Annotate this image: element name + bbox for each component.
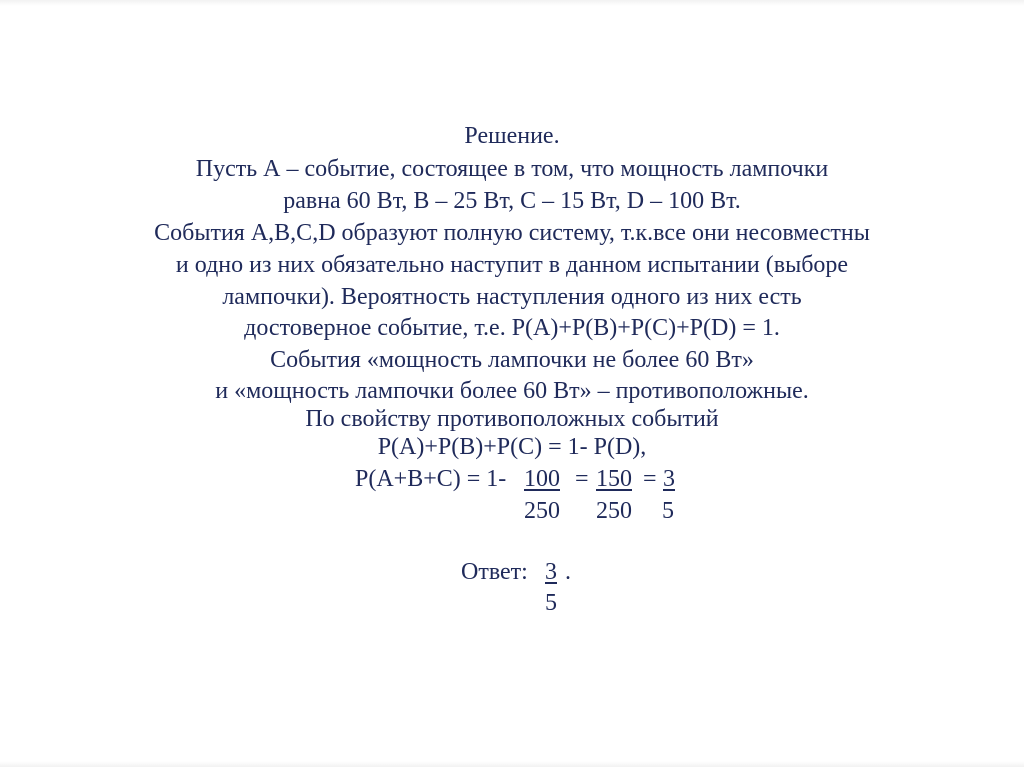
solution-line-6: достоверное событие, т.е. Р(А)+Р(В)+Р(С)+Р(D) = 1. — [244, 315, 780, 341]
formula-numerator-1: 100 — [524, 466, 560, 492]
answer-denominator: 5 — [545, 590, 557, 616]
formula-prefix: Р(А+В+С) = 1- — [355, 466, 507, 492]
formula-denominator-3: 5 — [662, 498, 674, 524]
formula-equals-1: = — [575, 466, 589, 492]
answer-dot: . — [565, 559, 571, 585]
solution-line-8: и «мощность лампочки более 60 Вт» – противоположные. — [215, 378, 809, 404]
solution-line-2: равна 60 Вт, В – 25 Вт, С – 15 Вт, D – 100 Вт. — [283, 188, 741, 214]
formula-denominator-2: 250 — [596, 498, 632, 524]
answer-numerator: 3 — [545, 559, 557, 585]
solution-line-5: лампочки). Вероятность наступления одного из них есть — [222, 284, 802, 310]
formula-numerator-3: 3 — [663, 466, 675, 492]
answer-label: Ответ: — [461, 559, 528, 585]
solution-line-9: По свойству противоположных событий — [305, 406, 719, 432]
solution-line-7: События «мощность лампочки не более 60 Вт» — [270, 347, 754, 373]
solution-line-4: и одно из них обязательно наступит в данном испытании (выборе — [175, 252, 849, 278]
solution-heading: Решение. — [464, 123, 560, 149]
formula-denominator-1: 250 — [524, 498, 560, 524]
slide-edge-bottom — [0, 761, 1024, 767]
solution-line-10: Р(А)+Р(В)+Р(С) = 1- Р(D), — [377, 434, 647, 460]
formula-equals-2: = — [643, 466, 657, 492]
formula-numerator-2: 150 — [596, 466, 632, 492]
solution-line-3: События А,В,С,D образуют полную систему, т.к.все они несовместны — [154, 220, 870, 246]
slide-edge-top — [0, 0, 1024, 6]
solution-line-1: Пусть А – событие, состоящее в том, что мощность лампочки — [195, 156, 829, 182]
